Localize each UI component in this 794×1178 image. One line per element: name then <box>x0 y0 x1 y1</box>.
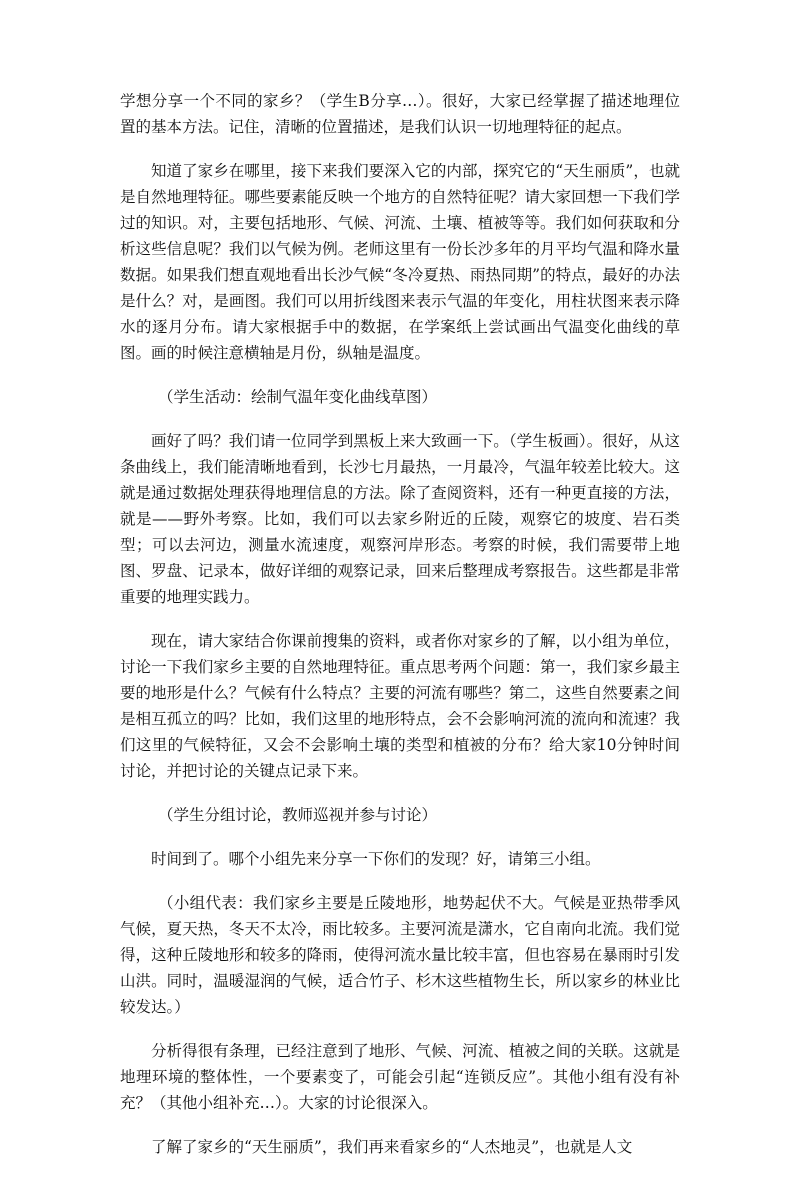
paragraph-discussion-note: （学生分组讨论，教师巡视并参与讨论） <box>158 806 438 824</box>
document-page <box>120 88 680 1178</box>
paragraph-integrity-summary: 分析得很有条理，已经注意到了地形、气候、河流、植被之间的关联。这就是地理环境的整体性，一个要素变了，可能会引起“连锁反应”。其他小组有没有补充？（其他小组补充…）。大家的讨论很深入。 <box>120 1042 680 1112</box>
paragraph-board-drawing: 画好了吗？我们请一位同学到黑板上来大致画一下。（学生板画）。很好，从这条曲线上，我们能清晰地看到，长沙七月最热，一月最冷，气温年较差比较大。这就是通过数据处理获得地理信息的方法。除了查阅资料，还有一种更直接的方法，就是——野外考察。比如，我们可以去家乡附近的丘陵，观察它的坡度、岩石类型；可以去河边，测量水流速度，观察河岸形态。考察的时候，我们需要带上地图、罗盘、记录本，做好详细的观察记录，回来后整理成考察报告。这些都是非常重要的地理实践力。 <box>120 432 680 606</box>
paragraph-human-features: 了解了家乡的“天生丽质”，我们再来看家乡的“人杰地灵”，也就是人文 <box>151 1138 633 1156</box>
paragraph-group-discussion-task: 现在，请大家结合你课前搜集的资料，或者你对家乡的了解，以小组为单位，讨论一下我们家乡主要的自然地理特征。重点思考两个问题：第一，我们家乡最主要的地形是什么？气候有什么特点？主要的河流有哪些？第二，这些自然要素之间是相互孤立的吗？比如，我们这里的地形特点，会不会影响河流的流向和流速？我们这里的气候特征，又会不会影响土壤的类型和植被的分布？给大家10分钟时间讨论，并把讨论的关键点记录下来。 <box>120 632 680 780</box>
paragraph-group-representative: （小组代表：我们家乡主要是丘陵地形，地势起伏不大。气候是亚热带季风气候，夏天热，冬天不太冷，雨比较多。主要河流是潇水，它自南向北流。我们觉得，这种丘陵地形和较多的降雨，使得河流水量比较丰富，但也容易在暴雨时引发山洪。同时，温暖湿润的气候，适合竹子、杉木这些植物生长，所以家乡的林业比较发达。） <box>120 894 680 1016</box>
paragraph-time-up: 时间到了。哪个小组先来分享一下你们的发现？好，请第三小组。 <box>151 850 601 868</box>
paragraph-natural-features: 知道了家乡在哪里，接下来我们要深入它的内部，探究它的“天生丽质”，也就是自然地理特征。哪些要素能反映一个地方的自然特征呢？请大家回想一下我们学过的知识。对，主要包括地形、气候、河流、土壤、植被等等。我们如何获取和分析这些信息呢？我们以气候为例。老师这里有一份长沙多年的月平均气温和降水量数据。如果我们想直观地看出长沙气候“冬冷夏热、雨热同期”的特点，最好的办法是什么？对，是画图。我们可以用折线图来表示气温的年变化，用柱状图来表示降水的逐月分布。请大家根据手中的数据，在学案纸上尝试画出气温变化曲线的草图。画的时候注意横轴是月份，纵轴是温度。 <box>120 162 680 362</box>
paragraph-location-sharing: 学想分享一个不同的家乡？（学生B分享…）。很好，大家已经掌握了描述地理位置的基本方法。记住，清晰的位置描述，是我们认识一切地理特征的起点。 <box>120 92 680 136</box>
paragraph-student-activity: （学生活动：绘制气温年变化曲线草图） <box>158 388 438 406</box>
